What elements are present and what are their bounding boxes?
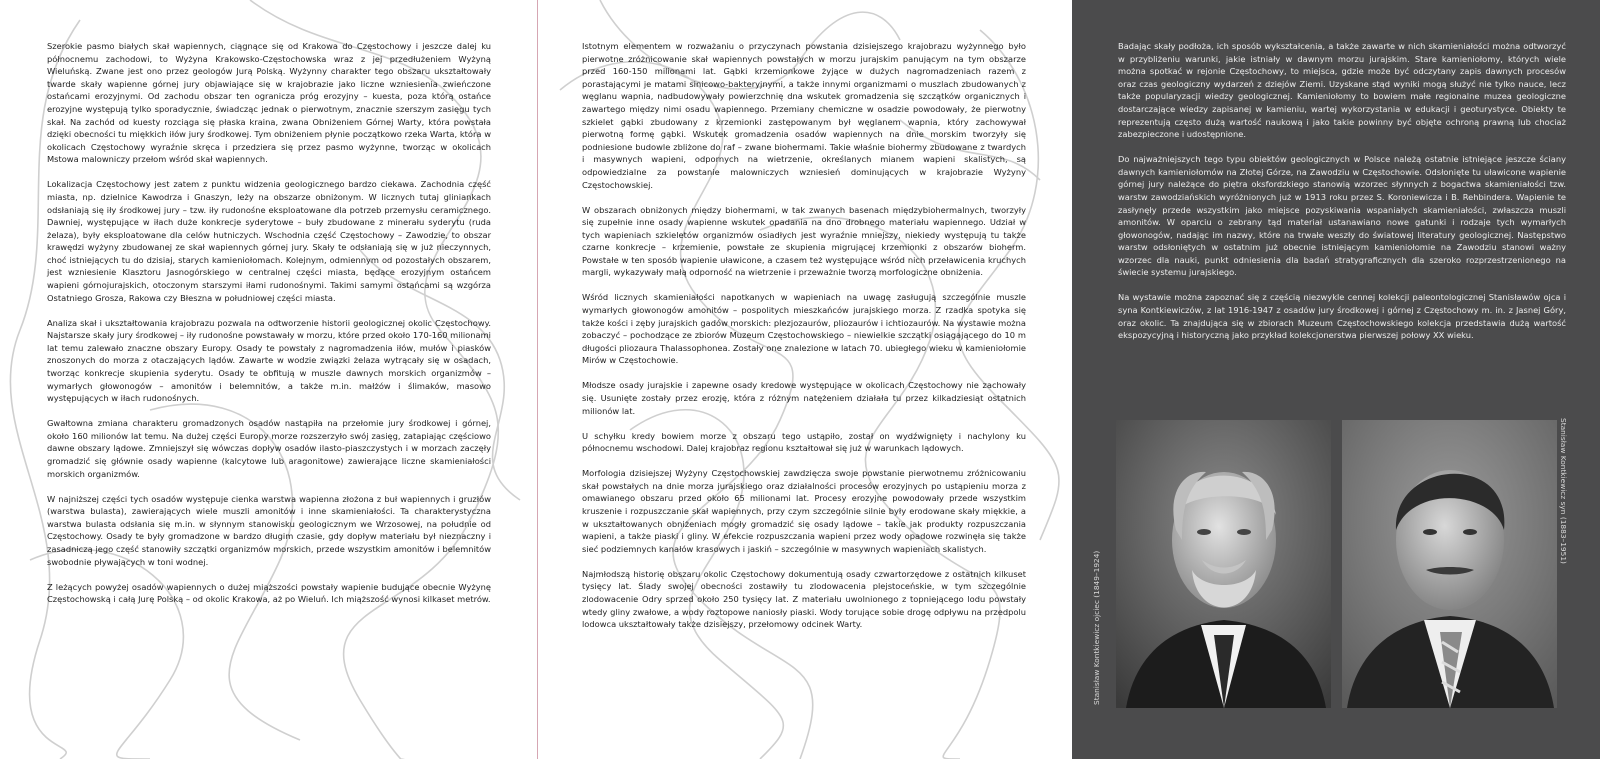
paragraph: Na wystawie można zapoznać się z częścią niezwykle cennej kolekcji paleontologicznej Stanisławów ojca i syna Kontkiewiczów, z lat 1916-1947 z osadów jury środkowej i górnej z Częstochowy m. in. z Jasnej Góry, oraz okolic. Ta znajdująca się w zbiorach Muzeum Częstochowskiego kolekcja przedstawia dużą wartość ekspozycyjną i historyczną jako przykład kolekcjonerstwa pierwszej połowy XX wieku. <box>1118 292 1566 341</box>
paragraph: Badając skały podłoża, ich sposób wykształcenia, a także zawarte w nich skamieniałości można odtworzyć w przybliżeniu warunki, jakie istniały w dawnym morzu jurajskim. Stare kamieniołomy, których wiele można spotkać w rejonie Częstochowy, to miejsca, gdzie może być odczytany zapis dawnych procesów oraz czas geologiczny wydarzeń z dziejów Ziemi. Uzyskane stąd wyniki mogą służyć nie tylko nauce, lecz także popularyzacji wiedzy geologicznej. Kamieniołomy to bowiem małe regionalne muzea geologiczne dostarczające wiedzy zapisanej w kamieniu, wartej wykorzystania w edukacji i geoturystyce. Obiekty te reprezentują często dużą wartość naukową i jako takie powinny być objęte ochroną prawną lub chociaż zabezpieczone i udostępnione. <box>1118 41 1566 140</box>
paragraph: W obszarach obniżonych między biohermami, w tak zwanych basenach międzybiohermalnych, tworzyły się zupełnie inne osady wapienne wskutek opadania na dno drobnego materiału wapiennego. Udział w tych wapieniach szkieletów organizmów osiadłych jest wyraźnie mniejszy, niekiedy występują tu także czarne konkrecje – krzemienie, powstałe ze skupienia migrującej krzemionki z obszarów bioherm. Powstałe w ten sposób wapienie uławicone, a czasem też występujące wśród nich przeławicenia kruchych margli, wykazywały małą odporność na wietrzenie i przeważnie tworzą morfologiczne obniżenia. <box>582 204 1026 278</box>
paragraph: Lokalizacja Częstochowy jest zatem z punktu widzenia geologicznego bardzo ciekawa. Zachodnia część miasta, np. dzielnice Kawodrza i Gnaszyn, leży na obszarze obniżonym. W licznych tutaj gliniankach odsłaniają się iły środkowej jury – tzw. iły rudonośne eksploatowane dla potrzeb przemysłu ceramicznego. Dawniej, występujące w iłach duże konkrecje syderytowe – buły zbudowane z minerału syderytu (ruda żelaza), były eksploatowane dla celów hutniczych. Wschodnia część Częstochowy – Zawodzie, to obszar krawędzi wyżyny zbudowanej ze skał wapiennych górnej jury. Skały te odsłaniają się w już nieczynnych, choć istniejących tu do dzisiaj, starych kamieniołomach. Kolejnym, odmiennym od pozostałych obszarem, jest wzniesienie Klasztoru Jasnogórskiego w centralnej części miasta, będące erozyjnym ostańcem wapieni górnojurajskich, otoczonym starszymi iłami rudonośnymi. Takimi samymi ostańcami są wzgórza Ostatniego Grosza, Rakowa czy Błeszna w południowej części miasta. <box>47 179 491 303</box>
paragraph: Z leżących powyżej osadów wapiennych o dużej miąższości powstały wapienie budujące obecnie Wyżynę Częstochowską i całą Jurę Polską – od okolic Krakowa, aż po Wieluń. Ich miąższość wynosi kilkaset metrów. <box>47 581 491 605</box>
paragraph: Szerokie pasmo białych skał wapiennych, ciągnące się od Krakowa do Częstochowy i jeszcze dalej ku północnemu zachodowi, to Wyżyna Krakowsko-Częstochowska wraz z jej przedłużeniem Wyżyną Wieluńską. Zwane jest ono przez geologów Jurą Polską. Wyżynny charakter tego obszaru ukształtowały twarde skały wapienne górnej jury objawiające się w krajobrazie jako liczne wzniesienia zwieńczone ostańcami erozyjnymi. Od zachodu obszar ten ogranicza próg erozyjny – kuesta, poza którą ostańce erozyjne występują tylko sporadycznie, świadcząc jednak o pierwotnym, znacznie szerszym zasięgu tych skał. Na zachód od kuesty rozciąga się płaska kraina, zwana Obniżeniem Górnej Warty, która powstała dzięki obecności tu miękkich iłów jury środkowej. Tym obniżeniem płynie początkowo rzeka Warta, która w okolicach Częstochowy wyraźnie skręca i przedziera się przez pasmo wyżynne, tworząc w okolicach Mstowa malowniczy przełom wśród skał wapiennych. <box>47 41 491 165</box>
paragraph: Młodsze osady jurajskie i zapewne osady kredowe występujące w okolicach Częstochowy nie zachowały się. Usunięte zostały przez erozję, która z różnym natężeniem działała tu przez kilkadziesiąt ostatnich milionów lat. <box>582 380 1026 416</box>
paragraph: W najniższej części tych osadów występuje cienka warstwa wapienna złożona z buł wapiennych i gruzłów (warstwa bulasta), zawierających wiele muszli amonitów i inne skamieniałości. Ta charakterystyczna warstwa bulasta odsłania się m.in. w słynnym stanowisku geologicznym we Wrzosowej, na południe od Częstochowy. Osady te były gromadzone w bardzo długim czasie, gdy dopływ materiału był nieznaczny i zasadniczą jego część stanowiły szczątki organizmów morskich, przede wszystkim amonitów i belemnitów swobodnie pływających w toni wodnej. <box>47 493 491 567</box>
paragraph: Do najważniejszych tego typu obiektów geologicznych w Polsce należą ostatnie istniejące jeszcze ściany dawnych kamieniołomów na Złotej Górze, na Zawodziu w Częstochowie. Odsłonięte tu uławicone wapienie górnej jury należące do piętra oksfordzkiego stanowią wzorzec słynnych z bogactwa skamieniałości tzw. warstw zawodziańskich wyróżnionych już w 1913 roku przez S. Koroniewicza i B. Rehbindera. Wapienie te zasłynęły przede wszystkim jako miejsce pozyskiwania wspaniałych skamieniałości, zwłaszcza muszli amonitów. W oparciu o zebrany tąd materiał ustanawiano nowe gatunki i rodzaje tych wymarłych głowonogów, nadając im nazwy, które na trwałe weszły do światowej literatury geologicznej. Następstwo warstw odsłoniętych w ostatnim już obecnie istniejącym kamieniołomie na Zawodziu stanowi ważny wzorzec dla nauki, punkt odniesienia dla badań stratygraficznych dla szeroko rozprzestrzenionego na świecie systemu jurajskiego. <box>1118 154 1566 278</box>
portrait-son-photo <box>1342 420 1557 708</box>
page-fold-line <box>537 0 538 759</box>
paragraph: Gwałtowna zmiana charakteru gromadzonych osadów nastąpiła na przełomie jury środkowej i górnej, około 160 milionów lat temu. Na dużej części Europy morze rozszerzyło swój zasięg, zatapiając częściowo dawne obszary lądowe. Zmniejszył się wówczas dopływ osadów ilasto-piaszczystych i w morzach zaczęły gromadzić się głównie osady wapienne (kalcytowe lub aragonitowe) zawierające liczne skamieniałości morskich organizmów. <box>47 418 491 479</box>
text-column-middle <box>582 40 1026 643</box>
text-column-left <box>47 40 491 618</box>
portrait-son-caption: Stanisław Kontkiewicz syn (1883–1951) <box>1559 418 1568 564</box>
text-column-right <box>1118 40 1566 354</box>
portrait-father-caption: Stanisław Kontkiewicz ojciec (1849–1924) <box>1092 550 1101 705</box>
paragraph: Istotnym elementem w rozważaniu o przyczynach powstania dzisiejszego krajobrazu wyżynnego było pierwotne zróżnicowanie skał wapiennych powstałych w morzu jurajskim panującym na tym obszarze przed 160-150 milionami lat. Gąbki krzemionkowe żyjące w dużych nagromadzeniach razem z porastającymi je matami sinicowo-bakteryjnymi, a także innymi organizmami o muszlach zbudowanych z węglanu wapnia, nadbudowywały powierzchnię dna wskutek gromadzenia się szczątków organicznych i zawartego między nimi osadu wapiennego. Przemiany chemiczne w osadzie powodowały, że pierwotny szkielet gąbki zbudowany z krzemionki zastępowanym był węglanem wapnia, który zachowywał pierwotną formę gąbki. Wskutek gromadzenia osadów wapiennych na dnie morskim tworzyły się podniesione budowle zbliżone do raf – zwane biohermami. Takie właśnie biohermy zbudowane z twardych i masywnych wapieni, odpornych na wietrzenie, określanych mianem wapieni skalistych, są odpowiedzialne za powstanie malowniczych wzniesień dominujących w krajobrazie Wyżyny Częstochowskiej. <box>582 41 1026 190</box>
paragraph: Wśród licznych skamieniałości napotkanych w wapieniach na uwagę zasługują szczególnie muszle wymarłych głowonogów amonitów – pospolitych mieszkańców jurajskiego morza. Z rzadka spotyka się także kości i zęby jurajskich gadów morskich: plezjozaurów, pliozaurów i ichtiozaurów. Na wystawie można zobaczyć – pochodzące ze zbiorów Muzeum Częstochowskiego – niewielkie szczątki osiągającego do 10 m długości pliozaura Thalassophonea. Zostały one znalezione w latach 70. ubiegłego wieku w kamieniołomie Mirów w Częstochowie. <box>582 292 1026 366</box>
portrait-father-photo <box>1116 420 1331 708</box>
paragraph: U schyłku kredy bowiem morze z obszaru tego ustąpiło, został on wydźwignięty i nachylony ku północnemu wschodowi. Dalej krajobraz regionu kształtował się już w warunkach lądowych. <box>582 430 1026 454</box>
paragraph: Najmłodszą historię obszaru okolic Częstochowy dokumentują osady czwartorzędowe z ostatnich kilkuset tysięcy lat. Ślady swojej obecności zostawiły tu zlodowacenia plejstoceńskie, w tym szczególnie zlodowacenie Odry sprzed około 250 tysięcy lat. Z materiału uwolnionego z topniejącego lodu powstały wtedy gliny zwałowe, a wody roztopowe naniosły piaski. Wody torujące sobie drogę odpływu na przedpolu lodowca ukształtowały także dzisiejszy, przełomowy odcinek Warty. <box>582 568 1026 630</box>
paragraph: Analiza skał i ukształtowania krajobrazu pozwala na odtworzenie historii geologicznej okolic Częstochowy. Najstarsze skały jury środkowej – iły rudonośne powstawały w morzu, które przed około 170-160 milionami lat temu zalewało znaczne obszary Europy. Osady te powstały z nagromadzenia iłów, mułów i piasków znoszonych do morza z otaczających lądów. Zawarte w wodzie związki żelaza wytrącały się w osadach, tworząc konkrecje skupienia syderytu. Osady te obfitują w muszle dawnych morskich organizmów – wymarłych głowonogów – amonitów i belemnitów, a także m.in. małżów i ślimaków, masowo występujących w iłach rudonośnych. <box>47 317 491 404</box>
paragraph: Morfologia dzisiejszej Wyżyny Częstochowskiej zawdzięcza swoje powstanie pierwotnemu zróżnicowaniu skał powstałych na dnie morza jurajskiego oraz działalności procesów erozyjnych po ustąpieniu morza z omawianego obszaru przed około 65 milionami lat. Procesy erozyjne powodowały przede wszystkim kruszenie i rozpuszczanie skał wapiennych, przy czym szczególnie silnie były erodowane skały miękkie, a w ukształtowanych obniżeniach mogły gromadzić się osady lądowe – takie jak produkty rozpuszczania wapieni, a także piaski i gliny. W efekcie rozpuszczania wapieni przez wody opadowe rozwinęła się także sieć podziemnych kanałów krasowych i jaskiń – szczególnie w masywnych wapieniach skalistych. <box>582 468 1026 554</box>
